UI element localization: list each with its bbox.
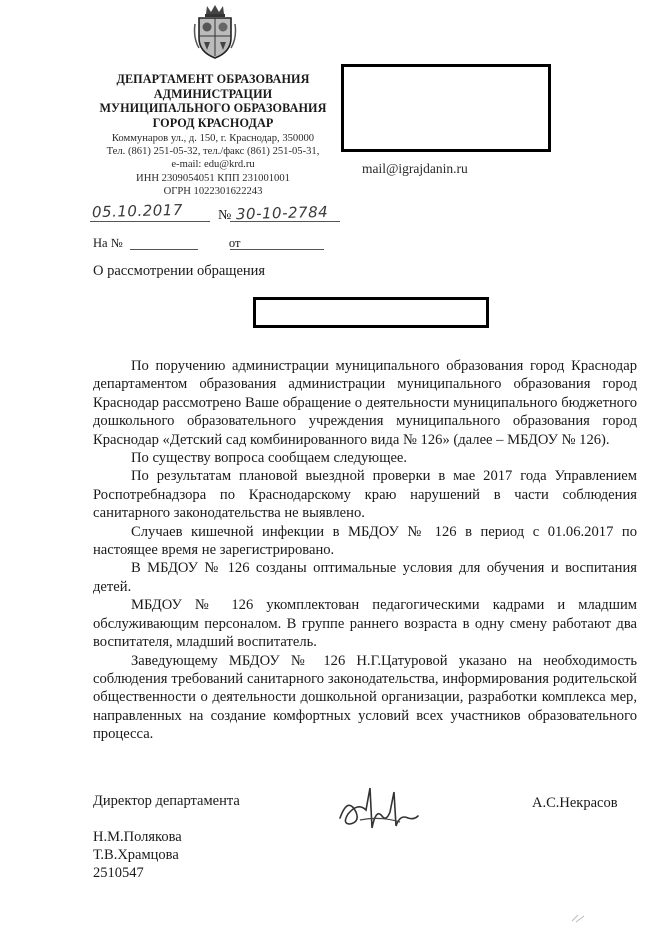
contact-line: ИНН 2309054051 КПП 231001001 — [136, 172, 290, 184]
redacted-recipient-box — [341, 64, 551, 152]
reply-to-from: от — [228, 236, 241, 250]
reply-date-underline — [230, 249, 324, 250]
signatory-name: А.С.Некрасов — [532, 795, 618, 811]
contact-line: Тел. (861) 251-05-32, тел./факс (861) 251-05-31, — [106, 146, 320, 158]
outgoing-date: 05.10.2017 — [91, 200, 184, 222]
executor-name: Н.М.Полякова — [93, 829, 182, 845]
body-paragraph: Заведующему МБДОУ № 126 Н.Г.Цатуровой указано на необходимость соблюдения требований санитарного законодательства, информирования родительской общественности о деятельности дошкольной организации, разработки комплекса мер, направленных на создание комфортных условий всех участников образовательного процесса. — [93, 652, 637, 743]
executor-name: Т.В.Храмцова — [93, 847, 179, 863]
date-underline — [90, 221, 210, 222]
handwritten-signature-icon — [330, 778, 420, 838]
executors-block — [93, 828, 182, 882]
signatory-title: Директор департамента — [93, 793, 240, 809]
organization-name — [88, 72, 338, 130]
body-paragraph: МБДОУ № 126 укомплектован педагогическими кадрами и младшим обслуживающим персоналом. В группе раннего возраста в одну смену работают два воспитателя, младший воспитатель. — [93, 597, 637, 651]
redacted-addressee-box — [253, 297, 489, 328]
letter-body — [93, 357, 637, 744]
outgoing-number: 30-10-2784 — [235, 202, 329, 224]
number-sign: № — [218, 208, 232, 223]
letter-subject: О рассмотрении обращения — [93, 263, 266, 279]
contact-line: e-mail: edu@krd.ru — [171, 159, 255, 171]
reply-number-underline — [130, 249, 198, 250]
city-coat-of-arms-icon — [193, 4, 237, 60]
recipient-email: mail@igrajdanin.ru — [362, 161, 468, 176]
scan-speck-icon — [570, 913, 588, 923]
body-paragraph: По результатам плановой выездной проверки в мае 2017 года Управлением Роспотребнадзора по Краснодарскому краю нарушений в части соблюдения санитарного законодательства не выявлено. — [93, 468, 637, 522]
body-paragraph: По поручению администрации муниципального образования город Краснодар департаментом образования администрации муниципального образования город Краснодар рассмотрено Ваше обращение о деятельности муниципального бюджетного дошкольного образовательного учреждения муниципального образования город Краснодар «Детский сад комбинированного вида № 126» (далее – МБДОУ № 126). — [93, 358, 637, 448]
body-paragraph: По существу вопроса сообщаем следующее. — [131, 450, 408, 467]
body-paragraph: В МБДОУ № 126 созданы оптимальные условия для обучения и воспитания детей. — [93, 560, 637, 595]
reply-to-label: На № — [93, 236, 123, 250]
organization-contacts — [88, 132, 338, 198]
number-underline — [230, 221, 340, 222]
org-line: ДЕПАРТАМЕНТ ОБРАЗОВАНИЯ — [116, 72, 310, 86]
executor-phone: 2510547 — [93, 865, 144, 881]
contact-line: Коммунаров ул., д. 150, г. Краснодар, 350000 — [111, 133, 315, 144]
org-line: ГОРОД КРАСНОДАР — [152, 115, 274, 130]
body-paragraph: Случаев кишечной инфекции в МБДОУ № 126 в период с 01.06.2017 по настоящее время не зарегистрировано. — [93, 523, 637, 559]
org-line: АДМИНИСТРАЦИИ — [153, 86, 273, 101]
contact-line: ОГРН 1022301622243 — [163, 185, 263, 197]
org-line: МУНИЦИПАЛЬНОГО ОБРАЗОВАНИЯ — [99, 101, 327, 116]
